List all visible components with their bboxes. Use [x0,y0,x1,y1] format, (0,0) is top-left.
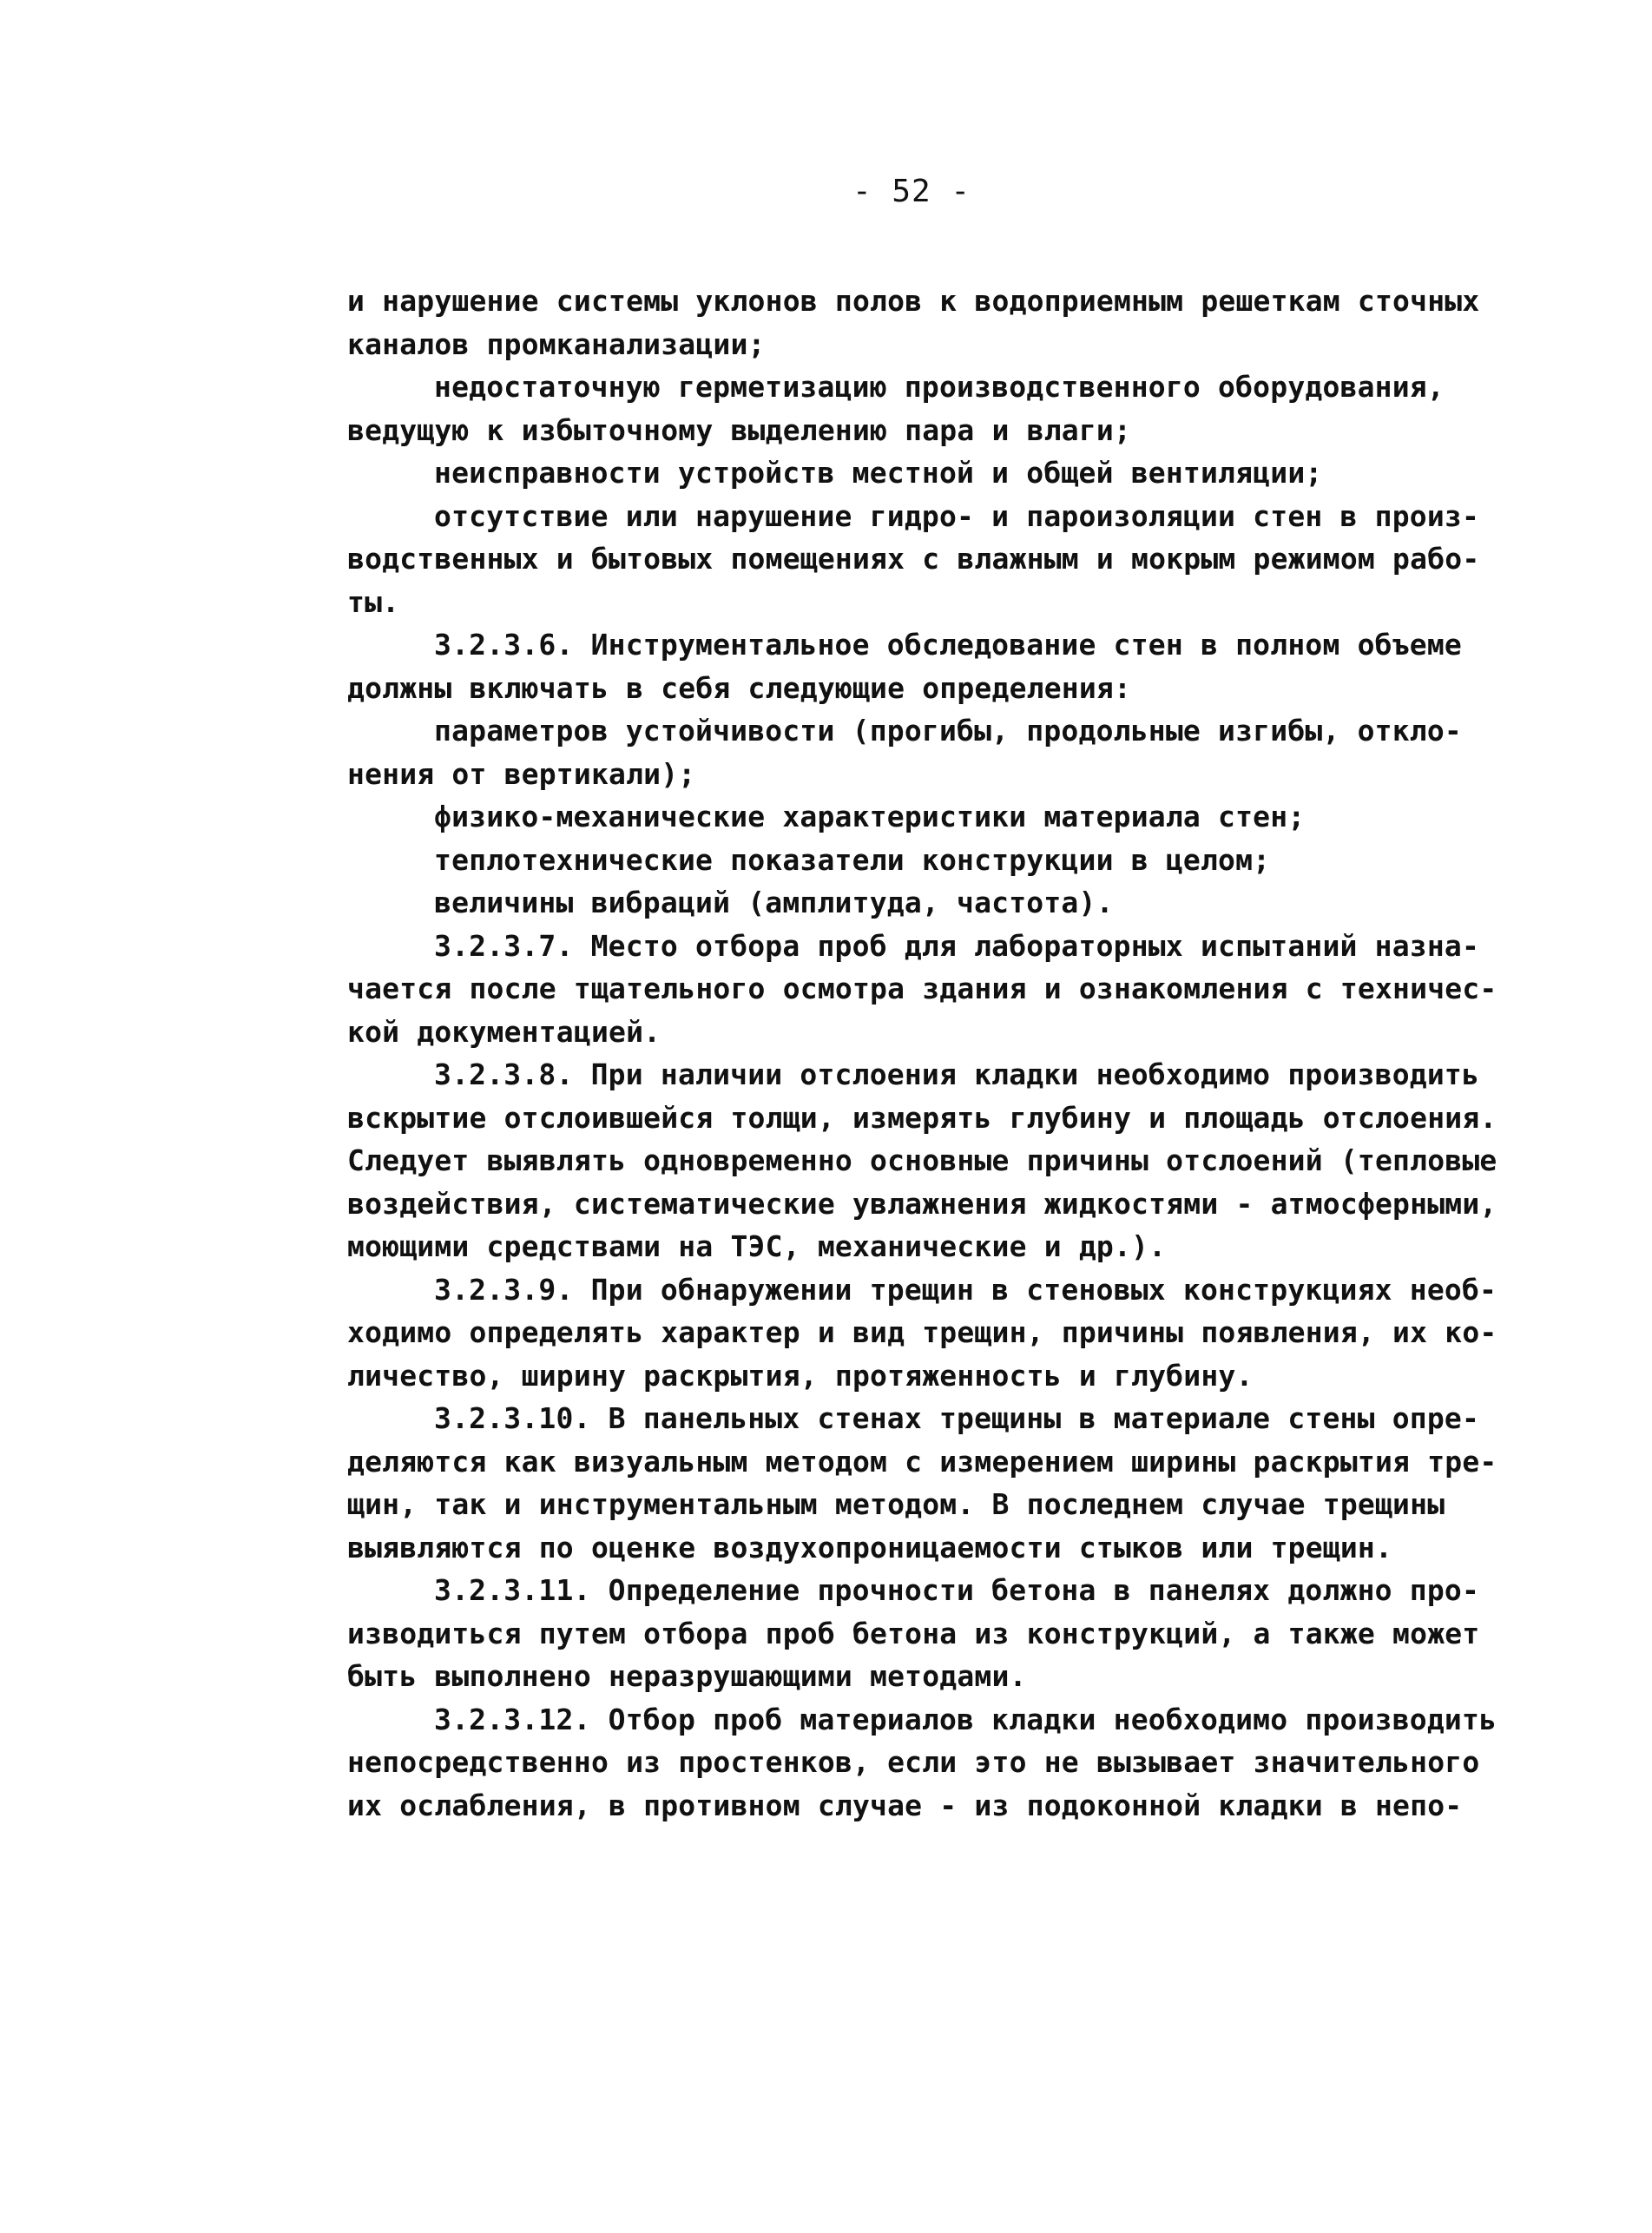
text-line: непосредственно из простенков, если это не вызывает значительного [347,1745,1480,1779]
text-line: кой документацией. [347,1014,661,1049]
text-line: водственных и бытовых помещениях с влажным и мокрым режимом рабо- [347,542,1480,576]
text-line: воздействия, систематические увлажнения жидкостями - атмосферными, [347,1186,1497,1221]
text-line: величины вибраций (амплитуда, частота). [434,886,1114,919]
text-line: параметров устойчивости (прогибы, продольные изгибы, откло- [434,714,1462,748]
text-line: чается после тщательного осмотра здания и ознакомления с техничес- [347,972,1497,1005]
text-line: выявляются по оценке воздухопроницаемости стыков или трещин. [347,1530,1393,1564]
text-line: и нарушение системы уклонов полов к водоприемным решеткам сточных [347,284,1480,318]
text-line: деляются как визуальным методом с измерением ширины раскрытия тре- [347,1444,1497,1479]
text-line: личество, ширину раскрытия, протяженность и глубину. [347,1358,1254,1393]
text-line: неисправности устройств местной и общей вентиляции; [434,456,1323,490]
text-line: вскрытие отслоившейся толщи, измерять глубину и площадь отслоения. [347,1100,1497,1135]
text-line: 3.2.3.7. Место отбора проб для лабораторных испытаний назна- [434,928,1480,963]
text-line: моющими средствами на ТЭС, механические и др.). [347,1229,1167,1263]
text-line: физико-механические характеристики материала стен; [434,800,1306,833]
text-line: должны включать в себя следующие определения: [347,670,1132,705]
text-line: ведущую к избыточному выделению пара и влаги; [347,412,1132,447]
text-line: каналов промканализации; [347,326,766,361]
body-text [347,280,1502,1827]
text-line: 3.2.3.8. При наличии отслоения кладки необходимо производить [434,1057,1480,1091]
text-line: 3.2.3.11. Определение прочности бетона в панелях должно про- [434,1573,1480,1607]
text-line: теплотехнические показатели конструкции в целом; [434,842,1271,877]
text-line: их ослабления, в противном случае - из подоконной кладки в непо- [347,1788,1463,1822]
text-line: 3.2.3.10. В панельных стенах трещины в материале стены опре- [434,1401,1480,1435]
text-line: ходимо определять характер и вид трещин, причины появления, их ко- [347,1315,1497,1349]
text-line: изводиться путем отбора проб бетона из конструкций, а также может [347,1616,1480,1650]
text-line: нения от вертикали); [347,756,696,791]
text-line: Следует выявлять одновременно основные причины отслоений (тепловые [347,1143,1497,1177]
page-number: - 52 - [852,174,971,209]
text-line: недостаточную герметизацию производственного оборудования, [434,370,1445,404]
text-line: отсутствие или нарушение гидро- и пароизоляции стен в произ- [434,498,1480,533]
text-line: 3.2.3.9. При обнаружении трещин в стеновых конструкциях необ- [434,1272,1497,1307]
text-line: щин, так и инструментальным методом. В последнем случае трещины [347,1487,1445,1521]
text-line: быть выполнено неразрушающими методами. [347,1659,1027,1693]
text-line: 3.2.3.6. Инструментальное обследование стен в полном объеме [434,628,1462,662]
text-line: ты. [347,584,400,619]
text-line: 3.2.3.12. Отбор проб материалов кладки необходимо производить [434,1702,1497,1736]
